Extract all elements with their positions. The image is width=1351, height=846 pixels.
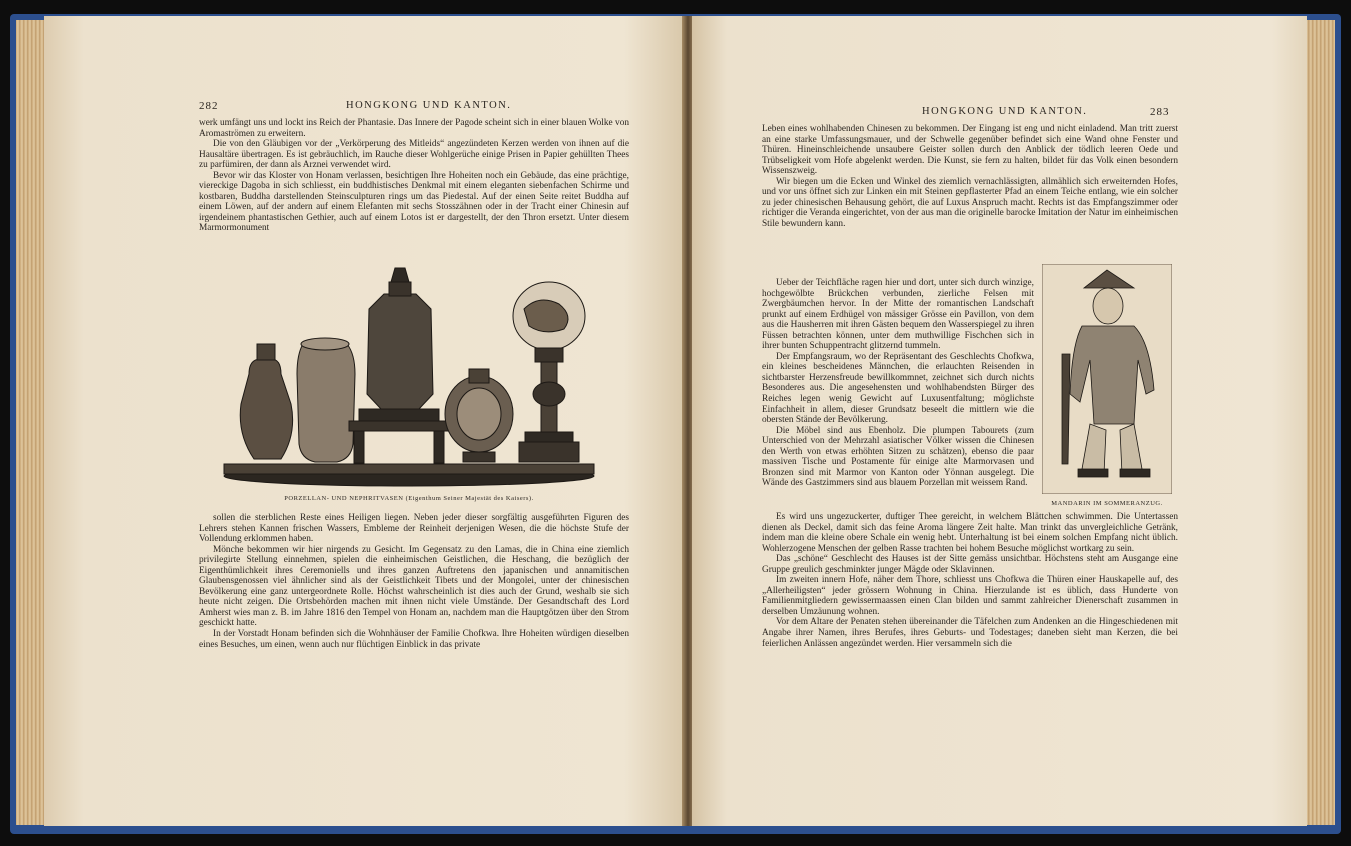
paragraph: Die Möbel sind aus Ebenholz. Die plumpen Tabourets (zum Unterschied von der Mehrzahl asiatischer Völker wissen die Chinesen den Werth von etwas erhöhten Sitzen zu schätzen), ebenso die paar massiven Tische und Postamente für einige alte Marmorvasen und Bronzen sind mit Marmor von Kanton oder Yönnan ausgelegt. Die Wände des Gastzimmers sind aus blauem Porzellan mit weissem Rand. [762,425,1034,489]
page-number: 283 [1150,106,1170,118]
paragraph: Das „schöne“ Geschlecht des Hauses ist der Sitte gemäss unsichtbar. Höchstens steht am Ausgange eine Gruppe greulich geschminkter junger Mägde oder Sklavinnen. [762,554,1178,575]
text-block-side [762,278,1034,489]
left-page [44,16,684,826]
vases-illustration [219,264,599,490]
paragraph: Der Empfangsraum, wo der Repräsentant des Geschlechts Chofkwa, ein kleines bescheidenes Männchen, die erlauchten Reisenden in sichtbarster Herzensfreude bewillkommnet, zeichnet sich durch nichts Besonderes aus. Die angesehensten und wohlhabendsten Bürger des Reiches legen wenig Gewicht auf Luxusentfaltung; möglichste Einfachheit in allem, dieser Grundsatz beseelt die mittlern wie die obersten Stände der Bevölkerung. [762,351,1034,426]
paragraph: sollen die sterblichen Reste eines Heiligen liegen. Neben jeder dieser sorgfältig ausgeführten Figuren des Lehrers stehen Kannen frischen Wassers, Embleme der Reinheit derjenigen Wesen, die die höchste Stufe der Vollendung erklommen haben. [199,513,629,545]
paragraph: Leben eines wohlhabenden Chinesen zu bekommen. Der Eingang ist eng und nicht einladend. Man tritt zuerst an eine starke Umfassungsmauer, und der Schwelle gegenüber befindet sich eine Wand ohne Fenster und Thüren. Hineinschleichende unsaubere Geister sollen durch den Anblick der tödlich leeren Oede und Trübseligkeit vom Hofe abgelenkt werden. Die Kunst, sie fern zu halten, bildet für das Volk einen besondern Wissenszweig. [762,124,1178,177]
figure-caption: MANDARIN IM SOMMERANZUG. [1051,500,1163,507]
paragraph: Die von den Gläubigen vor der „Verkörperung des Mitleids“ angezündeten Kerzen werden von ihnen auf die Hausaltäre übertragen. Es ist gebräuchlich, im Rauche dieser Wohlgerüche einige Prisen in Papier gehüllten Thees zu parfümiren, der dann als Arznei verwendet wird. [199,139,629,171]
paragraph: Vor dem Altare der Penaten stehen übereinander die Täfelchen zum Andenken an die Hingeschiedenen mit Angabe ihrer Namen, ihres Berufes, ihres Geburts- und Todestages; daneben sieht man Kerzen, die bei feierlichen Anlässen angezündet werden. Hier versammeln sich die [762,617,1178,649]
page-number: 282 [199,100,219,112]
left-page-edges [16,20,46,825]
paragraph: werk umfängt uns und lockt ins Reich der Phantasie. Das Innere der Pagode scheint sich in einer blauen Wolke von Aromaströmen zu erweitern. [199,118,629,139]
text-block-bottom [199,513,629,650]
mandarin-illustration [1042,264,1172,494]
paragraph: Es wird uns ungezuckerter, duftiger Thee gereicht, in welchem Blättchen schwimmen. Die Untertassen dienen als Deckel, damit sich das feine Aroma längere Zeit halte. Man trinkt das unvergleichliche Getränk, indem man die kleine obere Schale ein wenig hebt. Unterhaltung ist bei einem solchen Empfang nicht üblich. Wohlerzogene Menschen der gelben Rasse trachten bei hohem Besuche möglichst wortkarg zu sein. [762,512,1178,554]
text-block-top [199,118,629,234]
paragraph: Wir biegen um die Ecken und Winkel des ziemlich vernachlässigten, allmählich sich erweiternden Hofes, und vor uns öffnet sich zur Linken ein mit Steinen gepflasterter Pfad an einem Teiche entlang, wie ein solcher zu jeder chinesischen Behausung gehört, die auf Luxus Anspruch macht. Rechts ist das Empfangszimmer oder richtiger die Veranda eingerichtet, von der aus man die originelle barocke Imitation der Natur im einheimischen Stile bewundern kann. [762,176,1178,229]
right-page-edges [1305,20,1335,825]
running-head: HONGKONG UND KANTON. [346,100,512,111]
right-page [692,16,1307,826]
paragraph: Ueber der Teichfläche ragen hier und dort, unter sich durch winzige, hochgewölbte Brückchen verbunden, zierliche Felsen mit Zwergbäumchen hervor. In der Mitte der romantischen Landschaft prunkt auf einem Erdhügel von mässiger Grösse ein Pavillon, von dem aus die Hausherren mit ihren Gästen bequem den Wasserspiegel zu ihren Füssen betrachten können, unter dem muthwillige Fischchen sich in ihrer bunten Schuppentracht glitzernd tummeln. [762,278,1034,352]
text-block-top [762,124,1178,229]
paragraph: Im zweiten innern Hofe, näher dem Thore, schliesst uns Chofkwa die Thüren einer Hauskapelle auf, des „Allerheiligsten“ jeder grössern Wohnung in China. Hierzulande ist es üblich, dass Hunderte von Familienmitgliedern gewissermaassen einen Clan bilden und sammt zahlreicher Dienerschaft zusammen in derselben Umzäunung wohnen. [762,575,1178,617]
paragraph: In der Vorstadt Honam befinden sich die Wohnhäuser der Familie Chofkwa. Ihre Hoheiten würdigen dieselben eines Besuches, um einen, wenn auch nur flüchtigen Einblick in das private [199,629,629,650]
paragraph: Bevor wir das Kloster von Honam verlassen, besichtigen Ihre Hoheiten noch ein Gebäude, das eine prächtige, viereckige Dagoba in sich schliesst, ein buddhistisches Denkmal mit einem eleganten siebenfachen Schirme und kostbaren, Buddha darstellenden Steinsculpturen rings um das Piedestal. Auf der einen Seite reitet Buddha auf einem Löwen, auf der andern auf einem Elefanten mit sechs Stosszähnen oder in der Tracht einer Chinesin auf irgendeinem phantastischen Gethier, auch auf einem Lotos ist er dargestellt, der den Thron ersetzt. Unter diesem Marmormonument [199,170,629,234]
paragraph: Mönche bekommen wir hier nirgends zu Gesicht. Im Gegensatz zu den Lamas, die in China eine ziemlich privilegirte Stellung einnehmen, spielen die einheimischen Geistlichen, die Heschang, die bezüglich der Eigenthümlichkeit ihres Ceremoniells und ihres ganzen Auftretens den japanischen und annamitischen Glaubensgenossen viel ähnlicher sind als der Geistlichkeit Tibets und der Mongolei, unter der chinesischen Bevölkerung eine ganz untergeordnete Rolle. Höchst wahrscheinlich ist dies auch der Grund, weshalb sie sich heute nicht zeigen. Die Ortsbehörden machen mit ihnen nicht viele Umstände. Der Gesandtschaft des Lord Amherst wies man z. B. im Jahre 1816 den Tempel von Honam an, nachdem man die Hauptgötzen über den Strom geschickt hatte. [199,544,629,629]
running-head: HONGKONG UND KANTON. [922,106,1088,117]
text-block-bottom [762,512,1178,649]
figure-caption: PORZELLAN- UND NEPHRITVASEN (Eigenthum Seiner Majestät des Kaisers). [284,495,534,502]
